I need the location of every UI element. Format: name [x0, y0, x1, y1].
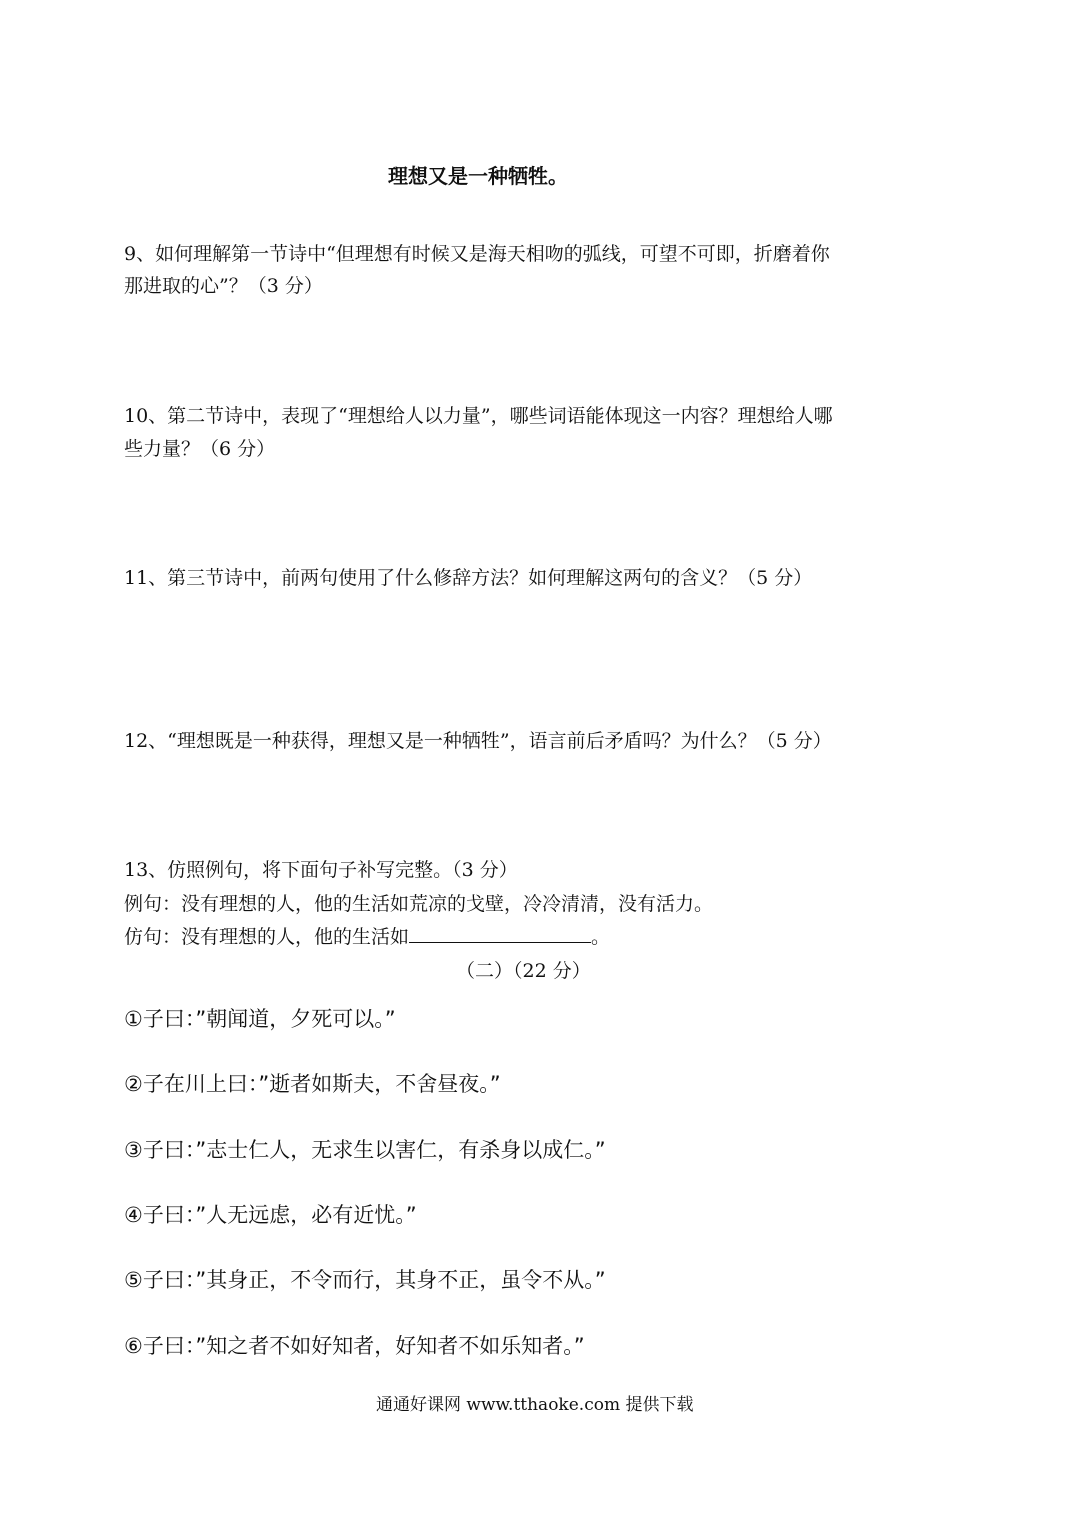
- question-12: 12、“理想既是一种获得，理想又是一种牺牲”，语言前后矛盾吗？为什么？（5 分）: [124, 730, 832, 752]
- answer-blank[interactable]: [409, 924, 591, 943]
- quote-item: ②子在川上曰：”逝者如斯夫，不舍昼夜。”: [124, 1072, 501, 1096]
- question-13-line-1: 13、仿照例句，将下面句子补写完整。（3 分）: [124, 859, 518, 881]
- section-2-header: （二）（22 分）: [456, 960, 591, 982]
- question-9-line-1: 9、如何理解第一节诗中“但理想有时候又是海天相吻的弧线，可望不可即，折磨着你: [124, 243, 830, 265]
- quote-item: ①子曰：”朝闻道，夕死可以。”: [124, 1007, 396, 1031]
- imitation-prefix: 仿句：没有理想的人，他的生活如: [124, 926, 410, 948]
- question-13-example: 例句：没有理想的人，他的生活如荒凉的戈壁，冷冷清清，没有活力。: [124, 893, 714, 915]
- quote-item: ④子曰：”人无远虑，必有近忧。”: [124, 1203, 417, 1227]
- quote-item: ③子曰：”志士仁人，无求生以害仁，有杀身以成仁。”: [124, 1138, 606, 1162]
- quote-item: ⑥子曰：”知之者不如好知者，好知者不如乐知者。”: [124, 1334, 585, 1358]
- question-10-line-1: 10、第二节诗中，表现了“理想给人以力量”，哪些词语能体现这一内容？理想给人哪: [124, 405, 833, 427]
- question-13-imitation: [124, 921, 610, 954]
- question-10-line-2: 些力量？（6 分）: [124, 438, 276, 460]
- section-title: 理想又是一种牺牲。: [388, 164, 568, 188]
- question-9-line-2: 那进取的心”？（3 分）: [124, 275, 323, 297]
- quote-item: ⑤子曰：”其身正，不令而行，其身不正，虽令不从。”: [124, 1268, 606, 1292]
- page-footer: 通通好课网 www.tthaoke.com 提供下载: [376, 1395, 694, 1415]
- imitation-suffix: 。: [591, 926, 611, 948]
- question-11: 11、第三节诗中，前两句使用了什么修辞方法？如何理解这两句的含义？（5 分）: [124, 567, 813, 589]
